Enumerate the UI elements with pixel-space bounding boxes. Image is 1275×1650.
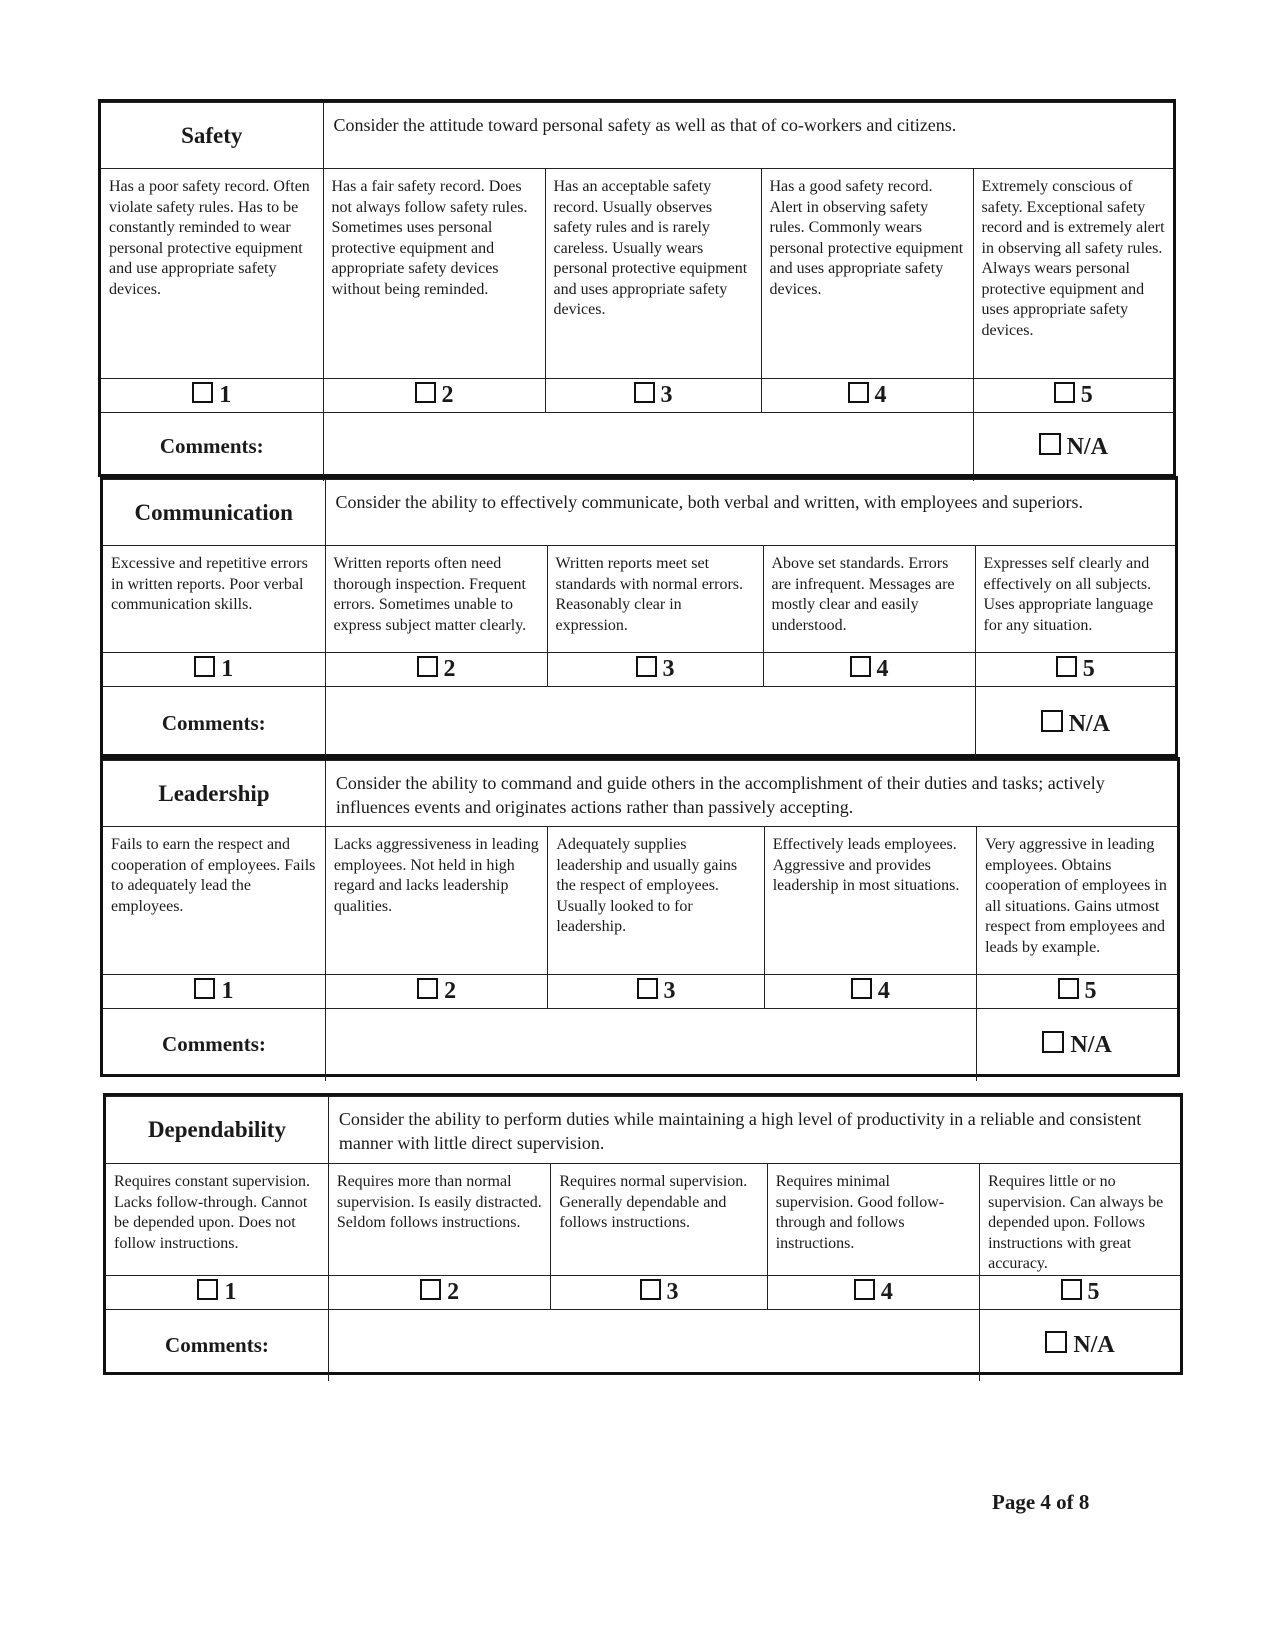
safety-score-5-label: 5	[1080, 382, 1093, 408]
dependability-comments-label: Comments:	[106, 1309, 328, 1381]
dependability-score-4[interactable]	[767, 1275, 979, 1309]
communication-score-1-label: 1	[221, 656, 234, 682]
leadership-score-4-checkbox[interactable]	[851, 978, 872, 999]
safety-score-3-label: 3	[660, 382, 673, 408]
leadership-comments-row	[103, 1009, 1177, 1081]
leadership-level-1-description: Fails to earn the respect and cooperation of employees. Fails to adequately lead the employees.	[103, 827, 325, 975]
leadership-header-row	[103, 761, 1177, 827]
communication-header-row	[103, 480, 1175, 546]
safety-na-option[interactable]	[973, 413, 1173, 481]
leadership-score-3[interactable]	[548, 975, 764, 1009]
dependability-score-5-checkbox[interactable]	[1061, 1279, 1082, 1300]
dependability-score-1-label: 1	[224, 1278, 237, 1305]
leadership-level-2-description: Lacks aggressiveness in leading employees. Not held in high regard and lacks leadership qualities.	[325, 827, 547, 975]
leadership-score-5-label: 5	[1084, 978, 1097, 1004]
communication-score-3-checkbox[interactable]	[636, 656, 657, 677]
leadership-consider-text: Consider the ability to command and guide others in the accomplishment of their duties and tasks; actively influences events and originates actions rather than passively accepting.	[325, 761, 1177, 827]
page-number: Page 4 of 8	[992, 1490, 1090, 1514]
dependability-level-4-description: Requires minimal supervision. Good follow-through and follows instructions.	[767, 1164, 979, 1276]
communication-score-4-label: 4	[876, 656, 889, 682]
leadership-score-4-label: 4	[877, 978, 890, 1004]
communication-score-5-checkbox[interactable]	[1056, 656, 1077, 677]
communication-score-4[interactable]	[763, 653, 975, 687]
communication-section	[100, 476, 1178, 757]
leadership-comments-label: Comments:	[103, 1009, 325, 1081]
dependability-score-2-checkbox[interactable]	[420, 1279, 441, 1300]
communication-level-2-description: Written reports often need thorough inspection. Frequent errors. Sometimes unable to express subject matter clearly.	[325, 546, 547, 653]
safety-score-3-checkbox[interactable]	[634, 382, 655, 403]
dependability-score-3-label: 3	[666, 1278, 679, 1305]
communication-comments-label: Comments:	[103, 687, 325, 761]
dependability-levels-row	[106, 1164, 1180, 1276]
communication-na-option[interactable]	[975, 687, 1175, 761]
safety-score-1[interactable]	[101, 379, 323, 413]
safety-comments-row	[101, 413, 1173, 481]
dependability-score-4-checkbox[interactable]	[854, 1279, 875, 1300]
safety-consider-text: Consider the attitude toward personal safety as well as that of co-workers and citizens.	[323, 103, 1173, 169]
communication-na-label: N/A	[1068, 710, 1110, 737]
dependability-score-2[interactable]	[328, 1275, 550, 1309]
leadership-score-5-checkbox[interactable]	[1058, 978, 1079, 999]
dependability-level-3-description: Requires normal supervision. Generally dependable and follows instructions.	[551, 1164, 767, 1276]
dependability-header-row	[106, 1097, 1180, 1164]
dependability-score-3[interactable]	[551, 1275, 767, 1309]
safety-score-4-checkbox[interactable]	[848, 382, 869, 403]
dependability-level-1-description: Requires constant supervision. Lacks follow-through. Cannot be depended upon. Does not follow instructions.	[106, 1164, 328, 1276]
safety-score-2-checkbox[interactable]	[415, 382, 436, 403]
dependability-score-5[interactable]	[980, 1275, 1180, 1309]
dependability-section	[103, 1093, 1183, 1375]
dependability-scores-row	[106, 1275, 1180, 1309]
safety-score-5[interactable]	[973, 379, 1173, 413]
communication-score-4-checkbox[interactable]	[850, 656, 871, 677]
leadership-level-3-description: Adequately supplies leadership and usually gains the respect of employees. Usually looked to for leadership.	[548, 827, 764, 975]
dependability-score-1[interactable]	[106, 1275, 328, 1309]
communication-level-3-description: Written reports meet set standards with normal errors. Reasonably clear in expression.	[547, 546, 763, 653]
communication-comments-field[interactable]	[325, 687, 975, 761]
safety-section	[98, 99, 1176, 477]
safety-level-5-description: Extremely conscious of safety. Exceptional safety record and is extremely alert in observing all safety rules. Always wears personal protective equipment and uses appropriate safety devices.	[973, 169, 1173, 379]
communication-levels-row	[103, 546, 1175, 653]
leadership-score-3-checkbox[interactable]	[637, 978, 658, 999]
leadership-table	[103, 760, 1177, 1081]
safety-category-title: Safety	[101, 103, 323, 169]
leadership-score-1-label: 1	[221, 978, 234, 1004]
safety-header-row	[101, 103, 1173, 169]
communication-score-3[interactable]	[547, 653, 763, 687]
dependability-table	[106, 1096, 1180, 1381]
safety-level-4-description: Has a good safety record. Alert in observing safety rules. Commonly wears personal protective equipment and uses appropriate safety devices.	[761, 169, 973, 379]
dependability-level-2-description: Requires more than normal supervision. Is easily distracted. Seldom follows instructions.	[328, 1164, 550, 1276]
safety-level-3-description: Has an acceptable safety record. Usually observes safety rules and is rarely careless. Usually wears personal protective equipment and uses appropriate safety devices.	[545, 169, 761, 379]
communication-level-1-description: Excessive and repetitive errors in written reports. Poor verbal communication skills.	[103, 546, 325, 653]
leadership-score-2-checkbox[interactable]	[417, 978, 438, 999]
safety-comments-field[interactable]	[323, 413, 973, 481]
dependability-score-3-checkbox[interactable]	[640, 1279, 661, 1300]
dependability-na-label: N/A	[1073, 1332, 1115, 1359]
communication-score-2-label: 2	[443, 656, 456, 682]
leadership-category-title: Leadership	[103, 761, 325, 827]
communication-category-title: Communication	[103, 480, 325, 546]
leadership-score-2-label: 2	[444, 978, 457, 1004]
leadership-score-1[interactable]	[103, 975, 325, 1009]
safety-score-2-label: 2	[441, 382, 454, 408]
leadership-levels-row	[103, 827, 1177, 975]
safety-comments-label: Comments:	[101, 413, 323, 481]
safety-score-5-checkbox[interactable]	[1054, 382, 1075, 403]
communication-score-5-label: 5	[1082, 656, 1095, 682]
communication-level-4-description: Above set standards. Errors are infrequent. Messages are mostly clear and easily understood.	[763, 546, 975, 653]
leadership-level-4-description: Effectively leads employees. Aggressive and provides leadership in most situations.	[764, 827, 976, 975]
communication-table	[103, 479, 1175, 761]
safety-scores-row	[101, 379, 1173, 413]
dependability-comments-field[interactable]	[328, 1309, 979, 1381]
leadership-score-1-checkbox[interactable]	[194, 978, 215, 999]
dependability-consider-text: Consider the ability to perform duties while maintaining a high level of productivity in a reliable and consistent manner with little direct supervision.	[328, 1097, 1180, 1164]
dependability-category-title: Dependability	[106, 1097, 328, 1164]
communication-score-2[interactable]	[325, 653, 547, 687]
leadership-score-2[interactable]	[325, 975, 547, 1009]
communication-level-5-description: Expresses self clearly and effectively on all subjects. Uses appropriate language for any situation.	[975, 546, 1175, 653]
dependability-score-1-checkbox[interactable]	[197, 1279, 218, 1300]
safety-level-2-description: Has a fair safety record. Does not always follow safety rules. Sometimes uses personal protective equipment and appropriate safety devices without being reminded.	[323, 169, 545, 379]
leadership-comments-field[interactable]	[325, 1009, 976, 1081]
dependability-score-2-label: 2	[447, 1278, 460, 1305]
communication-score-5[interactable]	[975, 653, 1175, 687]
dependability-score-4-label: 4	[880, 1278, 893, 1305]
communication-score-2-checkbox[interactable]	[417, 656, 438, 677]
dependability-score-5-label: 5	[1087, 1278, 1100, 1305]
communication-scores-row	[103, 653, 1175, 687]
safety-level-1-description: Has a poor safety record. Often violate safety rules. Has to be constantly reminded to wear personal protective equipment and use appropriate safety devices.	[101, 169, 323, 379]
safety-score-4-label: 4	[874, 382, 887, 408]
communication-score-1-checkbox[interactable]	[194, 656, 215, 677]
safety-na-checkbox[interactable]	[1039, 433, 1061, 455]
communication-consider-text: Consider the ability to effectively communicate, both verbal and written, with employees and superiors.	[325, 480, 1175, 546]
leadership-scores-row	[103, 975, 1177, 1009]
leadership-score-3-label: 3	[663, 978, 676, 1004]
dependability-comments-row	[106, 1309, 1180, 1381]
dependability-na-option[interactable]	[980, 1309, 1180, 1381]
communication-na-checkbox[interactable]	[1041, 710, 1063, 732]
leadership-na-label: N/A	[1070, 1031, 1112, 1058]
leadership-level-5-description: Very aggressive in leading employees. Obtains cooperation of employees in all situations. Gains utmost respect from employees and leads by example.	[977, 827, 1177, 975]
safety-score-3[interactable]	[545, 379, 761, 413]
safety-table	[101, 102, 1173, 481]
dependability-na-checkbox[interactable]	[1045, 1331, 1067, 1353]
safety-score-4[interactable]	[761, 379, 973, 413]
leadership-score-4[interactable]	[764, 975, 976, 1009]
leadership-section	[100, 757, 1180, 1077]
leadership-na-checkbox[interactable]	[1042, 1031, 1064, 1053]
communication-score-1[interactable]	[103, 653, 325, 687]
safety-score-1-label: 1	[219, 382, 232, 408]
safety-score-2[interactable]	[323, 379, 545, 413]
dependability-level-5-description: Requires little or no supervision. Can always be depended upon. Follows instructions with great accuracy.	[980, 1164, 1180, 1276]
leadership-score-5[interactable]	[977, 975, 1177, 1009]
safety-score-1-checkbox[interactable]	[192, 382, 213, 403]
communication-comments-row	[103, 687, 1175, 761]
safety-levels-row	[101, 169, 1173, 379]
safety-na-label: N/A	[1066, 433, 1108, 460]
leadership-na-option[interactable]	[977, 1009, 1177, 1081]
communication-score-3-label: 3	[662, 656, 675, 682]
